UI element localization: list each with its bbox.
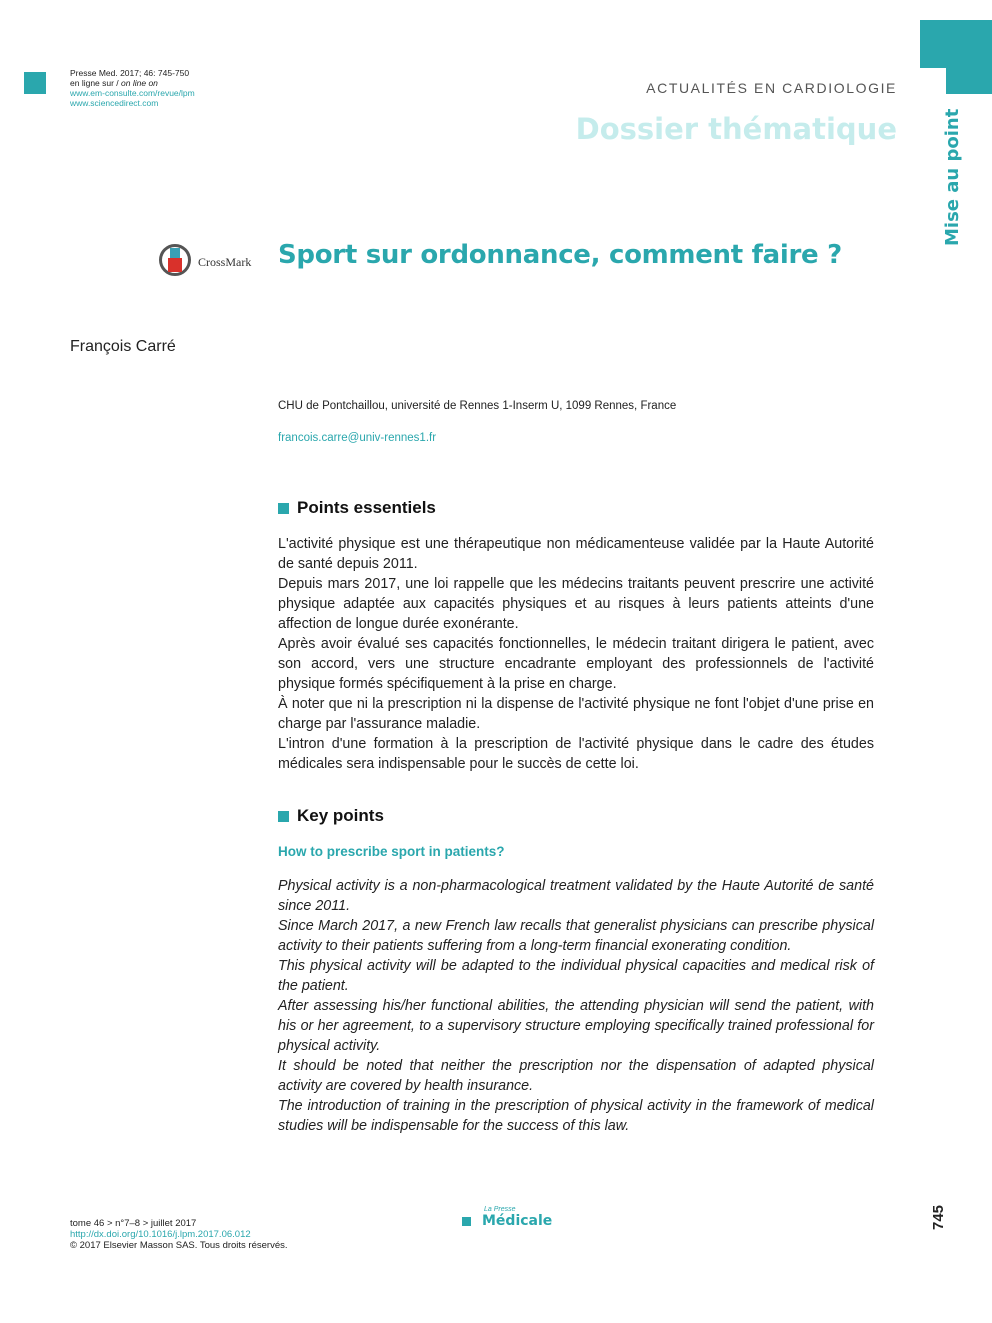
journal-logo xyxy=(462,1206,572,1232)
online-label: en ligne sur / xyxy=(70,78,122,88)
paragraph: Physical activity is a non-pharmacological treatment validated by the Haute Autorité de santé since 2011. xyxy=(278,878,874,914)
sciencedirect-link[interactable]: www.sciencedirect.com xyxy=(70,98,159,108)
article-title: Sport sur ordonnance, comment faire ? xyxy=(278,240,842,270)
paragraph: À noter que ni la prescription ni la dispense de l'activité physique ne font l'objet d'une prise en charge par l'assurance maladie. xyxy=(278,696,874,732)
dossier-label: Dossier thématique xyxy=(575,112,897,146)
journal-ref: Presse Med. 2017; 46: 745-750 xyxy=(70,68,190,78)
paragraph: This physical activity will be adapted to the individual physical capacities and medical risk of the patient. xyxy=(278,958,874,994)
paragraph: L'intron d'une formation à la prescription de l'activité physique dans le cadre des études médicales sera indispensable pour le succès de cette loi. xyxy=(278,736,874,772)
paragraph: It should be noted that neither the prescription nor the dispensation of adapted physical activity are covered by health insurance. xyxy=(278,1058,874,1094)
paragraph: Since March 2017, a new French law recalls that generalist physicians can prescribe physical activity to their patients suffering from a long-term financial exonerating condition. xyxy=(278,918,874,954)
heading-square-icon xyxy=(278,811,289,822)
points-essentiels-body xyxy=(278,534,874,774)
footer-info xyxy=(70,1218,288,1251)
key-points-heading: Key points xyxy=(278,806,384,826)
logo-small-text: La Presse xyxy=(484,1206,516,1213)
email-link[interactable]: francois.carre@univ-rennes1.fr xyxy=(278,432,437,444)
issue-info: tome 46 > n°7–8 > juillet 2017 xyxy=(70,1218,197,1229)
copyright: © 2017 Elsevier Masson SAS. Tous droits réservés. xyxy=(70,1240,288,1251)
crossmark-badge[interactable] xyxy=(158,243,258,281)
teal-marker xyxy=(24,72,46,94)
paragraph: After assessing his/her functional abilities, the attending physician will send the patient, with his or her agreement, to a supervisory structure employing specifically trained professional for physical activity. xyxy=(278,998,874,1054)
key-points-subtitle: How to prescribe sport in patients? xyxy=(278,844,505,859)
vertical-section-label: Mise au point xyxy=(942,108,963,246)
page-number: 745 xyxy=(930,1204,947,1230)
logo-text: Médicale xyxy=(482,1213,553,1229)
journal-meta xyxy=(70,68,195,108)
section-label: ACTUALITÉS EN CARDIOLOGIE xyxy=(646,80,897,96)
online-label-en: on line on xyxy=(121,78,158,88)
affiliation: CHU de Pontchaillou, université de Rennes 1-Inserm U, 1099 Rennes, France xyxy=(278,400,677,412)
points-essentiels-heading: Points essentiels xyxy=(278,498,436,518)
author: François Carré xyxy=(70,338,176,355)
paragraph: L'activité physique est une thérapeutique non médicamenteuse validée par la Haute Autorité de santé depuis 2011. xyxy=(278,536,874,572)
em-consulte-link[interactable]: www.em-consulte.com/revue/lpm xyxy=(70,88,195,98)
doi-link[interactable]: http://dx.doi.org/10.1016/j.lpm.2017.06.012 xyxy=(70,1229,251,1240)
paragraph: Depuis mars 2017, une loi rappelle que les médecins traitants peuvent prescrire une activité physique adaptée aux capacités physiques et au risques à leurs patients atteints d'une affection de longue durée exonérante. xyxy=(278,576,874,632)
crossmark-label: CrossMark xyxy=(198,255,252,269)
key-points-body xyxy=(278,876,874,1136)
paragraph: Après avoir évalué ses capacités fonctionnelles, le médecin traitant dirigera le patient, avec son accord, vers une structure encadrante employant des professionnels de l'activité physique formés spécifiquement à la prise en charge. xyxy=(278,636,874,692)
corner-tab xyxy=(920,20,992,94)
heading-square-icon xyxy=(278,503,289,514)
logo-square-icon xyxy=(462,1217,471,1226)
paragraph: The introduction of training in the prescription of physical activity in the framework of medical studies will be indispensable for the success of this law. xyxy=(278,1098,874,1134)
